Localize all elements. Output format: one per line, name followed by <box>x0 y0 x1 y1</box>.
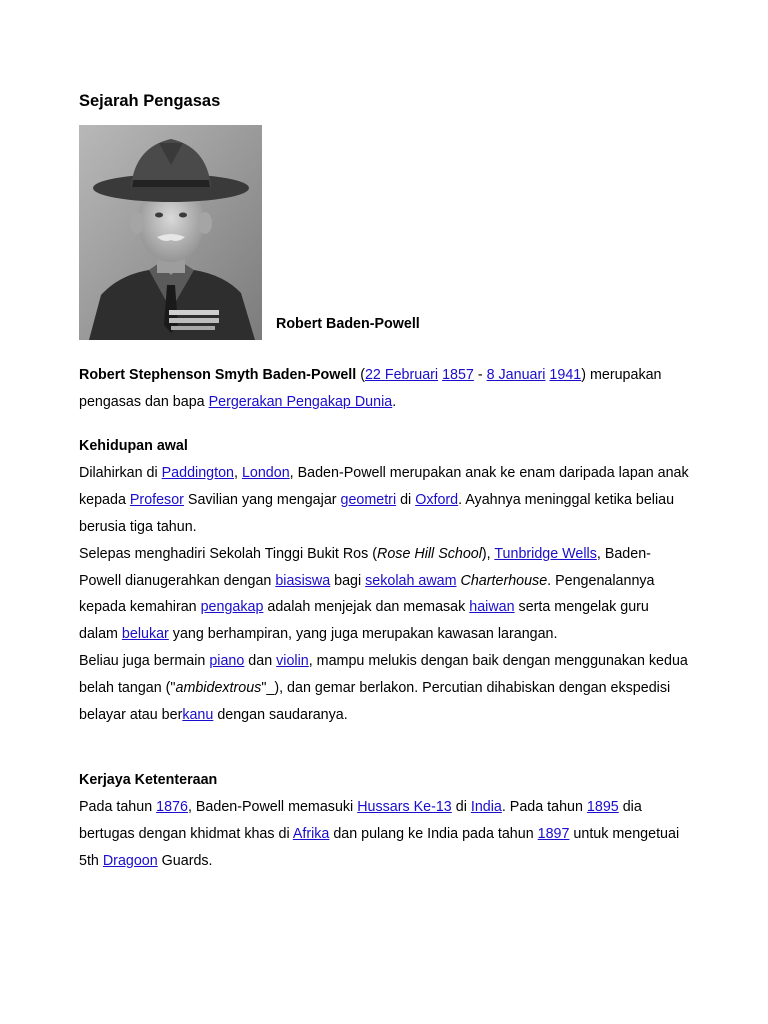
military-line-1 <box>79 794 739 821</box>
early-line-5 <box>79 568 739 595</box>
link-pengakap[interactable]: pengakap <box>200 599 264 616</box>
text: yang berhampiran, yang juga merupakan kawasan larangan. <box>168 626 558 643</box>
military-line-3 <box>79 848 739 875</box>
text: dia <box>618 798 642 815</box>
link-belukar[interactable]: belukar <box>121 626 169 643</box>
early-line-6 <box>79 594 739 621</box>
text: Savilian yang mengajar <box>183 491 341 508</box>
section-heading-early-life: Kehidupan awal <box>79 438 188 454</box>
text: dengan saudaranya. <box>213 707 348 724</box>
text: dalam <box>79 626 122 643</box>
link-biasiswa[interactable]: biasiswa <box>275 572 331 589</box>
text: , mampu melukis dengan baik dengan menggunakan kedua <box>308 653 688 670</box>
text: kepada <box>79 491 130 508</box>
text: Beliau juga bermain <box>79 653 210 670</box>
text: di <box>396 491 416 508</box>
military-line-2 <box>79 821 739 848</box>
intro-line-1 <box>79 362 739 389</box>
military-career-section <box>79 767 739 875</box>
text: dan <box>244 653 277 670</box>
link-oxford[interactable]: Oxford <box>415 491 459 508</box>
early-line-3: berusia tiga tahun. <box>79 518 197 535</box>
section-heading-military: Kerjaya Ketenteraan <box>79 772 218 788</box>
text: 5th <box>79 852 103 869</box>
link-geometri[interactable]: geometri <box>340 491 397 508</box>
text: . Pengenalannya <box>547 572 655 589</box>
early-line-7 <box>79 621 739 648</box>
text: , <box>233 464 242 481</box>
italic-text: Charterhouse <box>460 572 548 589</box>
intro-line-2 <box>79 389 739 416</box>
text: . Pada tahun <box>501 798 587 815</box>
text: kepada kemahiran <box>79 599 201 616</box>
link-afrika[interactable]: Afrika <box>292 825 330 842</box>
early-line-1 <box>79 460 739 487</box>
text: Dilahirkan di <box>79 464 162 481</box>
text: Selepas menghadiri Sekolah Tinggi Bukit Ros ( <box>79 545 378 562</box>
link-violin[interactable]: violin <box>276 653 309 670</box>
early-line-2 <box>79 487 739 514</box>
text: . <box>392 393 397 410</box>
link-tunbridge-wells[interactable]: Tunbridge Wells <box>494 545 597 562</box>
link-8-januari[interactable]: 8 Januari <box>486 367 546 383</box>
link-sekolah-awam[interactable]: sekolah awam <box>365 572 457 589</box>
text: Pada tahun <box>79 798 157 815</box>
link-hussars-ke-13[interactable]: Hussars Ke-13 <box>357 798 452 815</box>
text: di <box>451 798 471 815</box>
link-22-februari[interactable]: 22 Februari <box>364 367 439 383</box>
text: dan pulang ke India pada tahun <box>329 825 538 842</box>
link-1897[interactable]: 1897 <box>537 825 570 842</box>
link-paddington[interactable]: Paddington <box>161 464 234 481</box>
italic-text: ambidextrous <box>175 680 262 697</box>
early-life-section <box>79 433 739 729</box>
early-line-4 <box>79 541 739 568</box>
text: , Baden-Powell merupakan anak ke enam daripada lapan anak <box>289 464 689 481</box>
early-line-9 <box>79 675 739 702</box>
link-piano[interactable]: piano <box>209 653 245 670</box>
full-name: Robert Stephenson Smyth Baden-Powell <box>79 367 357 383</box>
early-line-8 <box>79 648 739 675</box>
text: "_), dan gemar berlakon. Percutian dihabiskan dengan ekspedisi <box>261 680 671 697</box>
intro-paragraph <box>79 362 739 416</box>
link-1941[interactable]: 1941 <box>549 367 582 383</box>
text: ) merupakan <box>581 367 662 383</box>
link-india[interactable]: India <box>470 798 502 815</box>
text: belayar atau ber <box>79 707 183 724</box>
text: bagi <box>330 572 366 589</box>
link-kanu[interactable]: kanu <box>182 707 214 724</box>
page-title: Sejarah Pengasas <box>79 92 221 110</box>
early-line-10 <box>79 702 739 729</box>
link-dragoon[interactable]: Dragoon <box>102 852 158 869</box>
text: bertugas dengan khidmat khas di <box>79 825 293 842</box>
text: pengasas dan bapa <box>79 393 209 410</box>
text: serta mengelak guru <box>514 599 649 616</box>
text: adalah menjejak dan memasak <box>263 599 470 616</box>
link-haiwan[interactable]: haiwan <box>469 599 515 616</box>
text: - <box>473 367 487 383</box>
text: . Ayahnya meninggal ketika beliau <box>458 491 675 508</box>
portrait-photo <box>79 125 262 340</box>
text: Powell dianugerahkan dengan <box>79 572 276 589</box>
text: belah tangan (" <box>79 680 176 697</box>
text: ( <box>356 367 365 383</box>
text: , Baden- <box>596 545 651 562</box>
text: untuk mengetuai <box>569 825 680 842</box>
link-profesor[interactable]: Profesor <box>129 491 184 508</box>
link-1857[interactable]: 1857 <box>442 367 474 383</box>
photo-caption: Robert Baden-Powell <box>276 316 420 332</box>
text: ), <box>481 545 495 562</box>
link-1876[interactable]: 1876 <box>156 798 188 815</box>
link-london[interactable]: London <box>241 464 290 481</box>
text: Guards. <box>157 852 213 869</box>
link-pergerakan-pengakap-dunia[interactable]: Pergerakan Pengakap Dunia <box>208 393 393 410</box>
link-1895[interactable]: 1895 <box>586 798 619 815</box>
text: , Baden-Powell memasuki <box>187 798 358 815</box>
italic-text: Rose Hill School <box>377 545 482 562</box>
